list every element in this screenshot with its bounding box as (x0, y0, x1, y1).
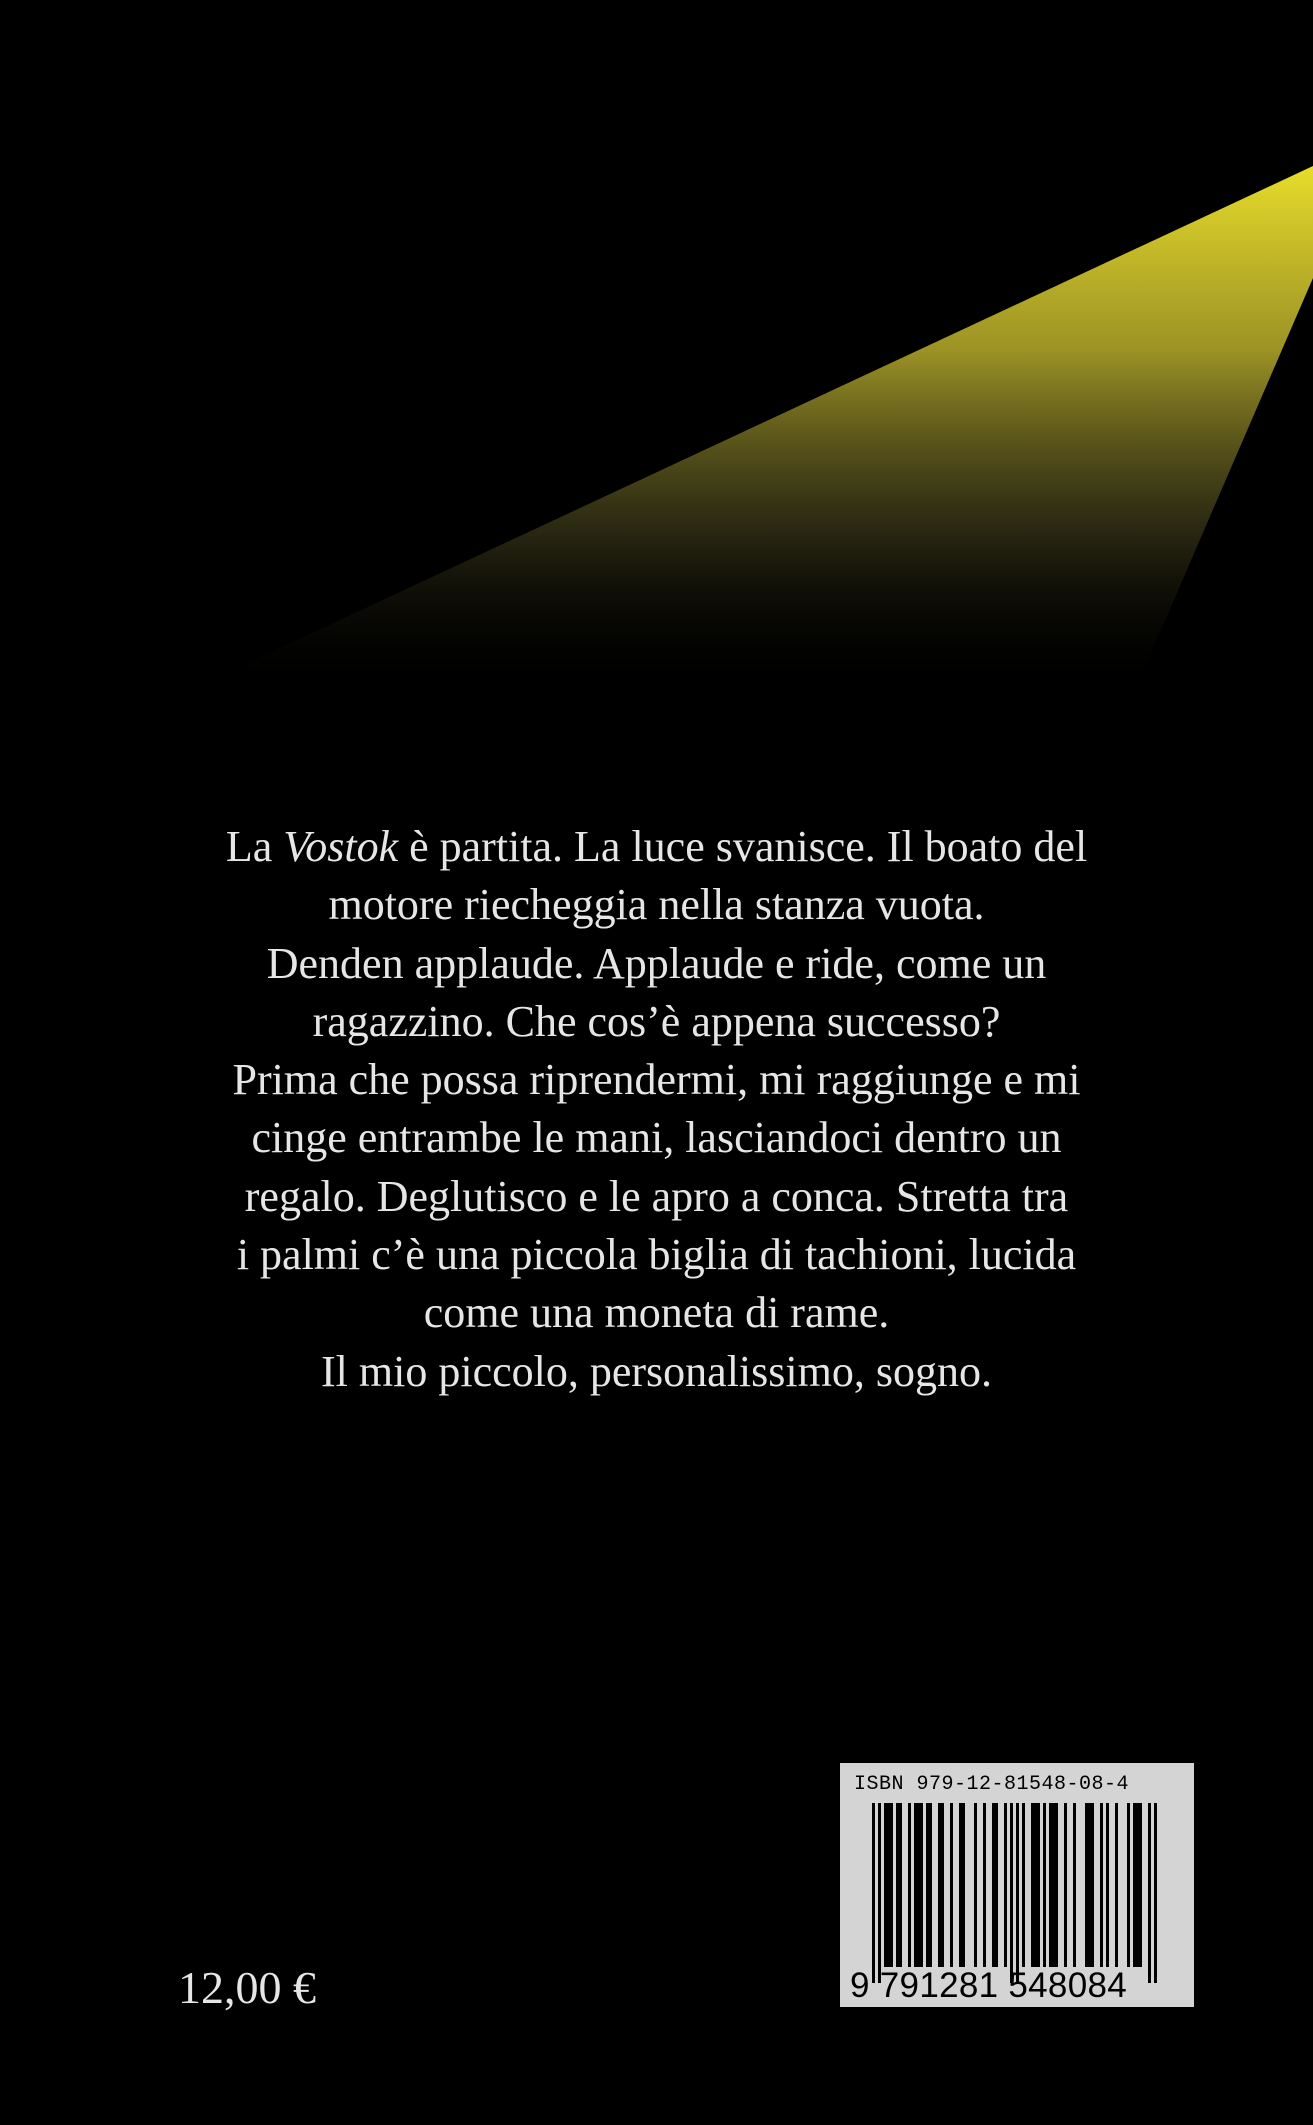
barcode-bar (896, 1803, 899, 1967)
barcode-bar (1055, 1803, 1058, 1967)
barcode-bar (1037, 1803, 1040, 1967)
blurb-text (160, 818, 1153, 1401)
blurb-line: regalo. Deglutisco e le apro a conca. Stretta tra (244, 1171, 1069, 1221)
blurb-line: ragazzino. Che cos’è appena successo? (312, 996, 1001, 1046)
blurb-line-segment: La (225, 822, 284, 871)
barcode-bar (887, 1803, 890, 1967)
barcode-bar (1016, 1803, 1019, 1983)
blurb-line: cinge entrambe le mani, lasciandoci dentro un (251, 1113, 1062, 1163)
blurb-line: motore riecheggia nella stanza vuota. (328, 880, 985, 930)
barcode-bar (1127, 1803, 1130, 1967)
barcode-bar (983, 1803, 986, 1967)
blurb-line (160, 818, 1153, 876)
barcode-bar (1139, 1803, 1142, 1967)
barcode-bar (941, 1803, 944, 1967)
barcode-bar (929, 1803, 932, 1967)
barcode-bar (908, 1803, 911, 1967)
barcode-bar (878, 1803, 881, 1983)
blurb-line: Il mio piccolo, personalissimo, sogno. (321, 1346, 992, 1396)
barcode-bar (950, 1803, 953, 1967)
barcode-bar (884, 1803, 887, 1967)
ship-name: Vostok (283, 822, 399, 871)
isbn-label: ISBN 979-12-81548-08-4 (854, 1773, 1130, 1796)
barcode-bar (917, 1803, 920, 1967)
barcode-bar (938, 1803, 941, 1967)
blurb-line: i palmi c’è una piccola biglia di tachioni, lucida (236, 1230, 1077, 1280)
barcode-bar (926, 1803, 929, 1967)
barcode-bar (914, 1803, 917, 1967)
barcode-bar (974, 1803, 977, 1967)
barcode-bar (1049, 1803, 1052, 1967)
barcode-bar (1100, 1803, 1103, 1967)
barcode-bar (1085, 1803, 1088, 1967)
barcode-bar (1052, 1803, 1055, 1967)
barcode-bar (899, 1803, 902, 1967)
barcode-bar (1043, 1803, 1046, 1967)
barcode-bar (962, 1803, 965, 1967)
barcode-bar (872, 1803, 875, 1983)
barcode-bar (959, 1803, 962, 1967)
barcode-digits: 9 791281 548084 (850, 1966, 1127, 2005)
barcode-bar (1031, 1803, 1034, 1967)
barcode-bar (1133, 1803, 1136, 1967)
blurb-line: Denden applaude. Applaude e ride, come un (266, 938, 1047, 988)
barcode-bar (1115, 1803, 1118, 1967)
barcode-bar (1064, 1803, 1067, 1967)
barcode-bar (920, 1803, 923, 1967)
price: 12,00 € (178, 1962, 316, 2013)
barcode-bar (995, 1803, 998, 1967)
barcode-bar (1106, 1803, 1109, 1967)
barcode-bar (1148, 1803, 1151, 1983)
barcode-bar (1022, 1803, 1025, 1967)
barcode-bar (1088, 1803, 1091, 1967)
barcode-bar (890, 1803, 893, 1967)
barcode-bar (1073, 1803, 1076, 1967)
barcode-bar (1154, 1803, 1157, 1983)
blurb-line: come una moneta di rame. (423, 1288, 890, 1338)
barcode-bar (1010, 1803, 1013, 1983)
isbn-barcode (840, 1763, 1194, 2007)
barcode-bar (1091, 1803, 1094, 1967)
barcode-bar (1034, 1803, 1037, 1967)
spotlight-polygon (190, 166, 1313, 690)
spotlight-beam (0, 0, 1313, 700)
barcode-bar (992, 1803, 995, 1967)
blurb-line-segment: è partita. La luce svanisce. Il boato del (398, 822, 1088, 871)
barcode-bar (1136, 1803, 1139, 1967)
barcode-bar (1004, 1803, 1007, 1967)
blurb-line: Prima che possa riprendermi, mi raggiunge e mi (232, 1055, 1081, 1105)
